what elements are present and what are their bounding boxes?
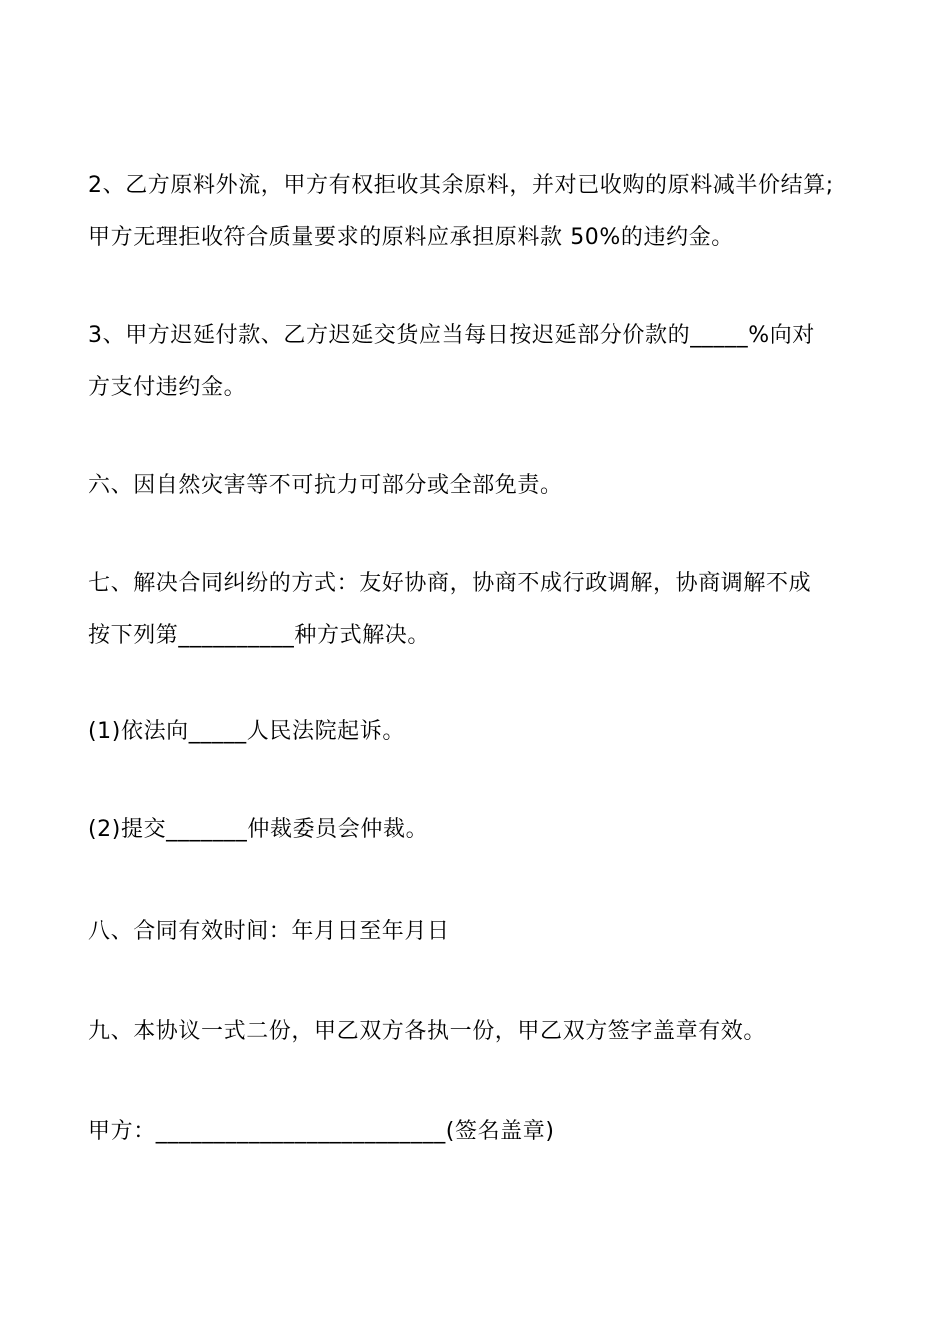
validity-period-section [88, 906, 878, 958]
paragraph-line: 甲方无理拒收符合质量要求的原料应承担原料款 50%的违约金。 [88, 225, 734, 250]
paragraph-line: 按下列第__________种方式解决。 [88, 623, 431, 648]
paragraph-line: 八、合同有效时间：年月日至年月日 [88, 919, 450, 944]
paragraph-line: 2、乙方原料外流，甲方有权拒收其余原料，并对已收购的原料减半价结算; [88, 173, 834, 198]
paragraph-line: 甲方：_________________________(签名盖章) [88, 1119, 555, 1144]
paragraph-line: 方支付违约金。 [88, 375, 247, 400]
paragraph-line: (2)提交_______仲裁委员会仲裁。 [88, 817, 429, 842]
dispute-resolution-section [88, 558, 878, 662]
paragraph-line: (1)依法向_____人民法院起诉。 [88, 719, 405, 744]
clause-3-paragraph [88, 310, 878, 414]
paragraph-line: 七、解决合同纠纷的方式：友好协商，协商不成行政调解，协商调解不成 [88, 571, 812, 596]
paragraph-line: 六、因自然灾害等不可抗力可部分或全部免责。 [88, 473, 563, 498]
force-majeure-section [88, 460, 878, 512]
paragraph-line: 3、甲方迟延付款、乙方迟延交货应当每日按迟延部分价款的_____%向对 [88, 323, 815, 348]
party-a-signature-line [88, 1106, 878, 1158]
clause-2-paragraph [88, 160, 878, 264]
paragraph-line: 九、本协议一式二份，甲乙双方各执一份，甲乙双方签字盖章有效。 [88, 1019, 767, 1044]
arbitration-option [88, 804, 878, 856]
court-option [88, 706, 878, 758]
copies-section [88, 1006, 878, 1058]
